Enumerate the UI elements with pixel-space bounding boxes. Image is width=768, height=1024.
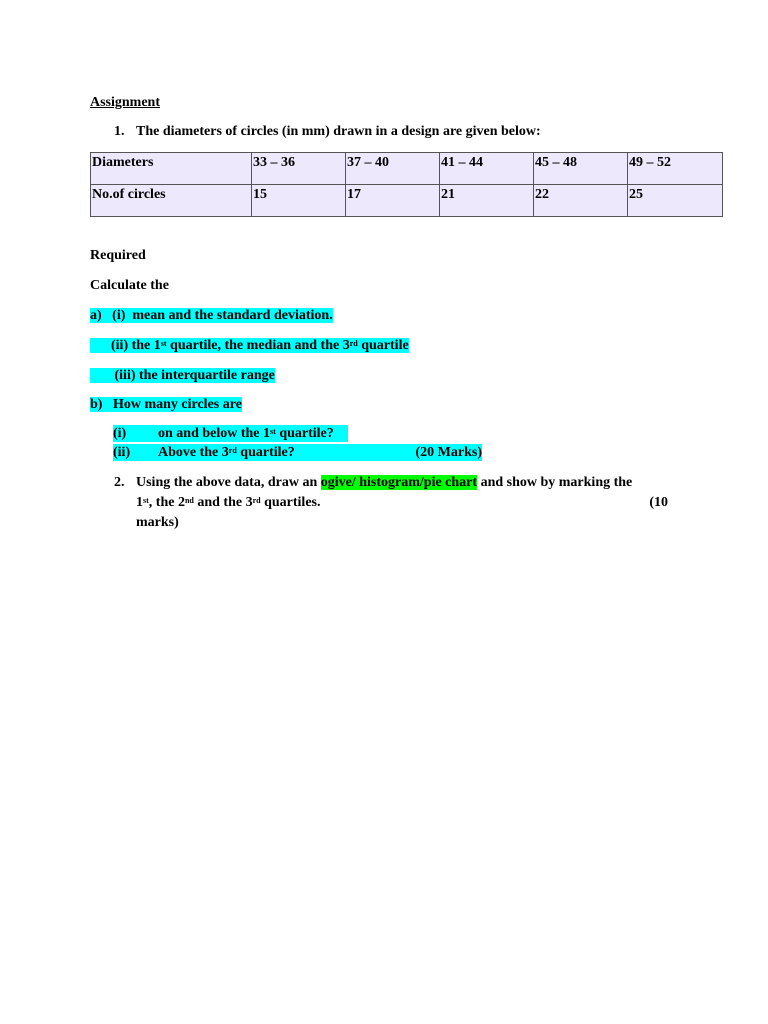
superscript: st [143,496,149,505]
part-a-ii-text: quartile [357,338,409,353]
table-cell: 37 – 40 [346,153,440,185]
superscript: rd [349,339,358,348]
highlight [90,397,242,412]
part-a-ii-text: quartile, the median and the 3 [166,338,350,353]
marks-label: (10 [649,495,668,510]
table-cell: 22 [534,185,628,217]
part-b-i-text [158,425,334,442]
part-a-i-label: (i) [112,308,126,323]
table-cell: 15 [252,185,346,217]
table-cell: 41 – 44 [440,153,534,185]
part-a-i [90,307,333,324]
calculate-heading: Calculate the [90,278,169,293]
part-b-ii-text [158,444,295,461]
text-run: quartile? [275,426,334,441]
text-run: and the 3 [193,495,253,510]
question-1-text: The diameters of circles (in mm) drawn in a design are given below: [136,124,541,139]
part-b-label: b) [90,397,103,412]
table-cell: 25 [628,185,723,217]
highlight [90,338,409,353]
highlight [90,368,275,383]
table-cell: 21 [440,185,534,217]
table-cell: 45 – 48 [534,153,628,185]
superscript: rd [228,446,237,455]
text-run: on and below the 1 [158,426,271,441]
text-run: quartile? [236,445,295,460]
part-b-ii [113,444,482,461]
table-row [91,185,723,217]
table-cell: 33 – 36 [252,153,346,185]
part-a-iii [90,367,275,384]
text-run: Above the 3 [158,445,229,460]
question-2-line-3: marks) [136,515,179,530]
text-run: , the 2 [148,495,185,510]
superscript: rd [252,496,261,505]
table-header-cell: Diameters [91,153,252,185]
required-heading: Required [90,248,146,263]
marks-label: (20 Marks) [415,445,482,460]
part-a-ii-text: (ii) the 1 [111,338,161,353]
text-run: quartiles. [260,495,321,510]
question-2 [114,474,632,491]
question-2-number: 2. [114,475,125,490]
table-row [91,153,723,185]
question-2-line-2 [136,494,668,511]
highlight [90,308,333,323]
part-b-ii-label: (ii) [113,445,131,460]
text-run: 1 [136,495,143,510]
question-1-number: 1. [114,124,125,139]
question-1 [114,123,541,140]
highlight [113,444,482,461]
assignment-title: Assignment [90,95,161,110]
part-b-i-label: (i) [113,426,127,441]
question-2-text: Using the above data, draw an [136,475,321,490]
part-a-iii-text: (iii) the interquartile range [114,368,275,383]
superscript: st [160,339,167,348]
part-b-i [113,425,348,442]
part-b-text: How many circles are [112,397,242,412]
table-cell: 17 [346,185,440,217]
superscript: st [270,427,276,436]
question-2-text: and show by marking the [477,475,633,490]
highlight [113,425,348,442]
part-a-i-text: mean and the standard deviation. [132,308,333,323]
highlighted-chart-options: ogive/ histogram/pie chart [320,475,478,490]
diameters-table [90,152,723,217]
table-cell: 49 – 52 [628,153,723,185]
part-b [90,396,242,413]
part-a-label: a) [90,308,102,323]
table-header-cell: No.of circles [91,185,252,217]
superscript: nd [184,496,194,505]
part-a-ii [90,337,409,354]
